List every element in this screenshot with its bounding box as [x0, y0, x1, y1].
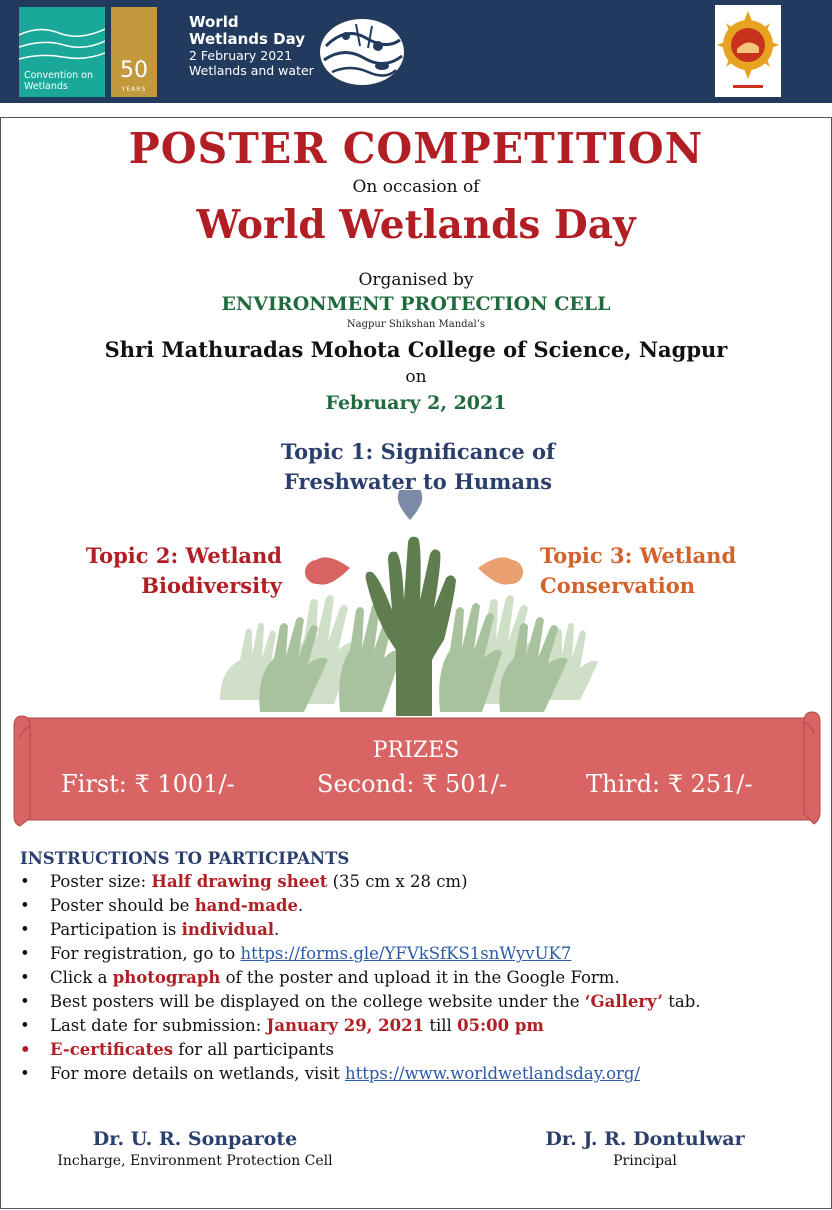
list-item: • E-certificates for all participants [20, 1040, 334, 1059]
second-prize: Second: ₹ 501/- [317, 770, 507, 798]
left-signatory-title: Incharge, Environment Protection Cell [57, 1153, 333, 1169]
blue-drop-icon [398, 490, 423, 520]
raised-hands-illustration [200, 490, 640, 720]
list-item: • Poster should be hand-made. [20, 896, 304, 915]
topic-3-line-2: Conservation [540, 573, 695, 598]
anniversary-number: 50 [120, 58, 148, 83]
wwd-line-2: Wetlands Day [189, 30, 306, 48]
header-bar [0, 0, 832, 103]
organised-by-text: Organised by [358, 270, 474, 290]
instructions-section [20, 848, 820, 1086]
convention-line-2: Wetlands [24, 81, 68, 92]
college-logo [715, 5, 781, 97]
convention-line-1: Convention on [24, 70, 94, 81]
list-item: • Last date for submission: January 29, 2021 till 05:00 pm [20, 1016, 544, 1035]
wave-lines-icon [19, 15, 105, 65]
wetlands-website-link[interactable]: https://www.worldwetlandsday.org/ [344, 1064, 641, 1083]
list-item: • Best posters will be displayed on the college website under the ‘Gallery’ tab. [20, 992, 701, 1011]
list-item: • For registration, go to https://forms.gle/YFVkSfKS1snWyvUK7 [20, 944, 572, 963]
event-date: February 2, 2021 [325, 392, 507, 414]
topic-2-line-2: Biodiversity [141, 573, 282, 598]
mandal-name: Nagpur Shikshan Mandal’s [346, 319, 486, 330]
poster-title: POSTER COMPETITION [128, 124, 704, 173]
list-item: • Participation is individual. [20, 920, 280, 939]
list-item: • Click a photograph of the poster and upload it in the Google Form. [20, 968, 620, 987]
convention-on-wetlands-logo [19, 7, 105, 97]
signature-right [480, 1127, 810, 1171]
topic-2-line-1: Topic 2: Wetland [85, 543, 282, 568]
right-signatory-title: Principal [613, 1153, 677, 1169]
sun-emblem-icon [715, 5, 781, 97]
wetlands-globe-icon [316, 16, 408, 88]
topic-1-line-1: Topic 1: Significance of [280, 439, 556, 464]
topic-1-line-2: Freshwater to Humans [283, 469, 553, 494]
list-item: • For more details on wetlands, visit https://www.worldwetlandsday.org/ [20, 1064, 641, 1083]
topic-3-line-1: Topic 3: Wetland [540, 543, 737, 568]
topic-1 [212, 437, 624, 497]
instructions-heading: INSTRUCTIONS TO PARTICIPANTS [20, 849, 350, 868]
wwd-line-4: Wetlands and water [189, 63, 314, 78]
signature-left [20, 1127, 370, 1171]
event-title: World Wetlands Day [196, 202, 636, 248]
wwd-line-3: 2 February 2021 [189, 48, 293, 63]
list-item: • Poster size: Half drawing sheet (35 cm x 28 cm) [20, 872, 468, 891]
wwd-line-1: World [189, 13, 239, 31]
left-signatory-name: Dr. U. R. Sonparote [92, 1128, 298, 1150]
world-wetlands-day-block [189, 14, 314, 78]
third-prize: Third: ₹ 251/- [586, 770, 753, 798]
orange-drop-icon [478, 557, 523, 584]
fifty-years-badge [111, 7, 157, 97]
cell-name: ENVIRONMENT PROTECTION CELL [221, 293, 611, 315]
instructions-list [20, 870, 820, 1086]
college-name: Shri Mathuradas Mohota College of Science, Nagpur [104, 337, 728, 362]
first-prize: First: ₹ 1001/- [61, 770, 235, 798]
registration-link[interactable]: https://forms.gle/YFVkSfKS1snWyvUK7 [240, 944, 572, 963]
anniversary-word: YEARS [121, 86, 147, 93]
red-drop-icon [305, 557, 350, 584]
prizes-heading: PRIZES [372, 738, 460, 763]
occasion-text: On occasion of [352, 177, 480, 197]
on-text: on [405, 367, 427, 387]
right-signatory-name: Dr. J. R. Dontulwar [545, 1128, 745, 1150]
